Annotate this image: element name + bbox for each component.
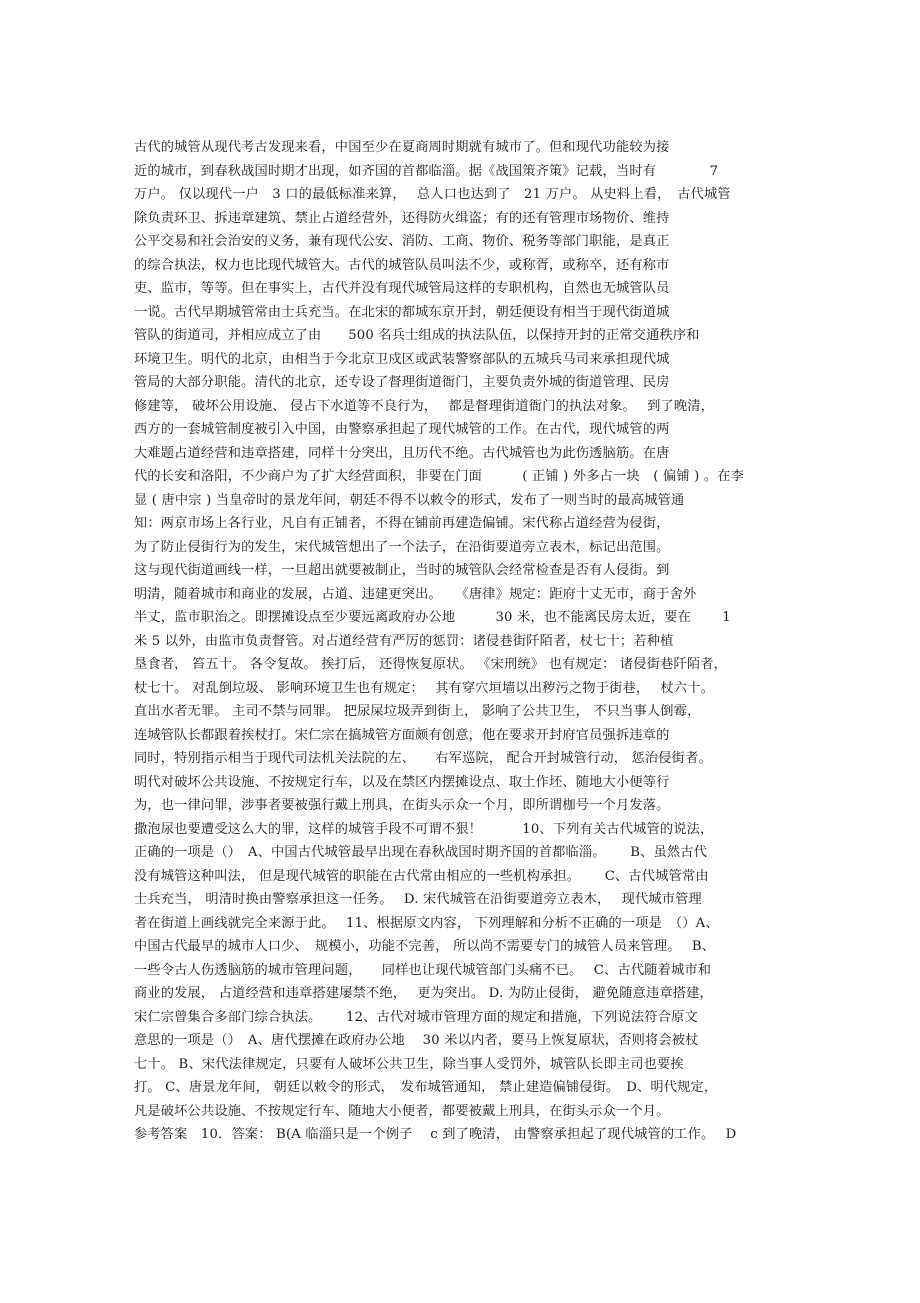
text-line: 大难题占道经营和违章搭建，同样十分突出，且历代不绝。古代城管也为此伤透脑筋。在唐 [134,445,670,461]
text-line: 修建等， 破坏公用设施、 侵占下水道等不良行为， 都是督理街道衙门的执法对象。 到了晚清， [134,398,715,414]
text-line: 近的城市，到春秋战国时期才出现，如齐国的首都临淄。据《战国策齐策》记载，当时有 7 [134,163,719,179]
text-line: 知：两京市场上各行业，凡自有正铺者，不得在铺前再建造偏铺。宋代称占道经营为侵街， [134,516,670,531]
text-line: 环境卫生。明代的北京，由相当于今北京卫戍区或武装警察部队的五城兵马司来承担现代城 [134,351,670,367]
text-line: 米 5 以外，由监市负责督管。对占道经营有严厉的惩罚：诸侵巷街阡陌者，杖七十；若种植 [134,633,674,649]
text-line: 凡是破坏公共设施、不按规定行车、随地大小便者，都要被戴上刑具，在街头示众一个月。 [134,1103,670,1119]
text-line: 为了防止侵街行为的发生，宋代城管想出了一个法子，在沿街要道旁立表木，标记出范围。 [134,539,670,555]
text-line: 代的长安和洛阳，不少商户为了扩大经营面积，非要在门面 ( 正铺 ) 外多占一块 ( 偏铺 ) 。在李 [134,469,745,484]
text-line: 撒泡尿也要遭受这么大的罪，这样的城管手段不可谓不狠！ 10、下列有关古代城管的说法， [134,821,714,837]
text-line: 吏、监市，等等。但在事实上，古代并没有现代城管局这样的专职机构，自然也无城管队员 [134,281,670,296]
text-line: 的综合执法，权力也比现代城管大。古代的城管队员叫法不少，或称胥，或称卒，还有称市 [134,257,670,273]
text-line: 除负责环卫、拆违章建筑、禁止占道经营外，还得防火缉盗；有的还有管理市场物价、维持 [134,210,670,226]
text-line: 显 ( 唐中宗 ) 当皇帝时的景龙年间，朝廷不得不以敕令的形式，发布了一则当时的最高城管通 [134,492,685,508]
text-line: 正确的一项是（） A、中国古代城管最早出现在春秋战国时期齐国的首都临淄。 B、虽然古代 [134,845,708,860]
text-line: 明代对破坏公共设施、不按规定行车，以及在禁区内摆摊设点、取土作坯、随地大小便等行 [134,774,670,790]
text-line: 垦食者， 笞五十。 各令复故。 挨打后， 还得恢复原状。 《宋刑统》 也有规定： 诸侵街巷阡陌者， [134,657,728,672]
text-line: 七十。 B、宋代法律规定，只要有人破坏公共卫生，除当事人受罚外，城管队长即主司也要挨 [134,1056,684,1072]
text-line: 这与现代街道画线一样，一旦超出就要被制止，当时的城管队会经常检查是否有人侵街。到 [134,563,670,578]
document-body [134,136,794,1147]
text-line: 中国古代最早的城市人口少、 规模小，功能不完善， 所以尚不需要专门的城管人员来管理。 B、 [134,939,716,954]
text-line: 者在街道上画线就完全来源于此。 11、根据原文内容， 下列理解和分析不正确的一项是 （）A、 [134,915,719,931]
text-line: 参考答案 10．答案： B(A 临淄只是一个例子 c 到了晚清， 由警察承担起了现代城管的工作。 D [134,1127,737,1142]
text-line: 没有城管这种叫法， 但是现代城管的职能在古代常由相应的一些机构承担。 C、古代城管常由 [134,868,709,884]
text-line: 同时，特别指示相当于现代司法机关法院的左、 右军巡院， 配合开封城管行动， 惩治侵街者。 [134,751,712,766]
text-line: 宋仁宗曾集合多部门综合执法。 12、古代对城市管理方面的规定和措施，下列说法符合原文 [134,1009,698,1025]
text-line: 意思的一项是（） A、唐代摆摊在政府办公地 30 米以内者，要马上恢复原状，否则将会被杖 [134,1033,699,1048]
text-line: 万户。 仅以现代一户 3 口的最低标准来算， 总人口也达到了 21 万户。 从史料上看， 古代城管 [134,187,731,202]
text-line: 一说。古代早期城管常由士兵充当。在北宋的都城东京开封，朝廷便设有相当于现代街道城 [134,304,670,320]
text-line: 半丈，监市职治之。即摆摊设点至少要远离政府办公地 30 米，也不能离民房太近，要在 1 [134,610,731,625]
text-line: 一些令古人伤透脑筋的城市管理问题， 同样也让现代城管部门头痛不已。 C、古代随着城市和 [134,962,712,978]
text-line: 杖七十。 对乱倒垃圾、 影响环境卫生也有规定： 其有穿穴垣墙以出秽污之物于街巷， 杖六十。 [134,680,715,696]
text-line: 管队的街道司，并相应成立了由 500 名兵士组成的执法队伍，以保持开封的正常交通秩序和 [134,328,700,343]
text-line: 公平交易和社会治安的义务，兼有现代公安、消防、工商、物价、税务等部门职能，是真正 [134,234,670,249]
text-line: 商业的发展， 占道经营和违章搭建屡禁不绝， 更为突出。 D. 为防止侵街， 避免随意违章搭建， [134,986,713,1001]
text-line: 西方的一套城管制度被引入中国，由警察承担起了现代城管的工作。在古代，现代城管的两 [134,422,670,437]
text-line: 管局的大部分职能。清代的北京，还专设了督理街道衙门，主要负责外城的街道管理、民房 [134,375,670,390]
text-line: 明清，随着城市和商业的发展，占道、违建更突出。 《唐律》规定：距府十丈无市，商于舍外 [134,586,697,602]
text-line: 士兵充当， 明清时换由警察承担这一任务。 D. 宋代城管在沿街要道旁立表木， 现代城市管理 [134,892,702,907]
text-line: 直出水者无罪。 主司不禁与同罪。 把尿屎垃圾弄到街上， 影响了公共卫生， 不只当事人倒霉， [134,704,701,719]
text-line: 为，也一律问罪，涉事者要被强行戴上刑具，在街头示众一个月，即所谓枷号一个月发落。 [134,798,670,813]
text-line: 古代的城管从现代考古发现来看，中国至少在夏商周时期就有城市了。但和现代功能较为接 [134,140,670,155]
text-line: 打。 C、唐景龙年间， 朝廷以敕令的形式， 发布城管通知， 禁止建造偏铺侵街。 D、明代规定， [134,1080,718,1095]
text-line: 连城管队长都跟着挨杖打。宋仁宗在搞城管方面颇有创意，他在要求开封府官员强拆违章的 [134,727,670,743]
